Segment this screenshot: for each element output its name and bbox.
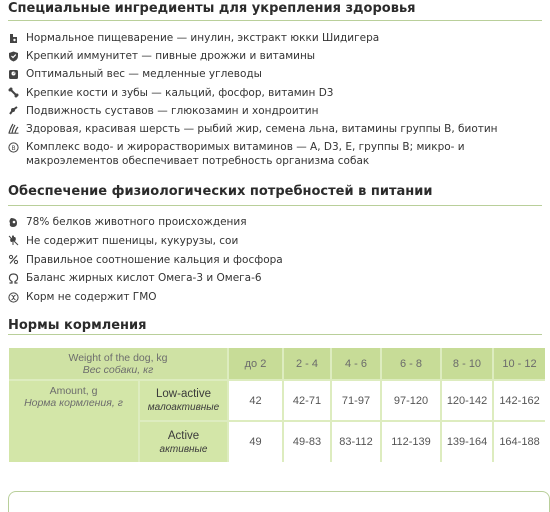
- table-cell: 83-112: [332, 422, 380, 462]
- weight-col-6: 10 - 12: [494, 348, 545, 379]
- row-label-en: Low-active: [156, 388, 211, 400]
- health-ingredients-list: [0, 31, 550, 172]
- weight-col-3: 4 - 6: [332, 348, 380, 379]
- amount-header-en: Amount, g: [49, 385, 98, 397]
- shield-icon: [8, 49, 22, 63]
- physiological-needs-list: [0, 215, 550, 309]
- list-item: [8, 104, 542, 118]
- weight-col-1: до 2: [229, 348, 282, 379]
- no-grain-icon: [8, 234, 22, 248]
- list-item-text: Баланс жирных кислот Омега-3 и Омега-6: [26, 272, 262, 285]
- list-item-text: Крепкие кости и зубы — кальций, фосфор, витамин D3: [26, 86, 334, 99]
- weight-col-2: 2 - 4: [284, 348, 330, 379]
- feeding-table: [9, 348, 545, 462]
- weight-header-en: Weight of the dog, kg: [68, 351, 168, 364]
- section-divider: [8, 20, 542, 21]
- omega-icon: [8, 271, 22, 285]
- list-item-text: Подвижность суставов — глюкозамин и хондроитин: [26, 104, 319, 117]
- list-item: [8, 290, 542, 304]
- weight-header-ru: Вес собаки, кг: [82, 363, 154, 376]
- section-title-health-ingredients: Специальные ингредиенты для укрепления здоровья: [8, 1, 416, 16]
- svg-text:B: B: [11, 144, 16, 152]
- joint-icon: [8, 104, 22, 118]
- weight-col-5: 8 - 10: [442, 348, 492, 379]
- weight-col-4: 6 - 8: [382, 348, 440, 379]
- list-item: [8, 67, 542, 81]
- list-item-text: Оптимальный вес — медленные углеводы: [26, 68, 262, 81]
- amount-header-ru: Норма кормления, г: [24, 397, 123, 409]
- table-cell: 120-142: [442, 381, 492, 420]
- row-label-en: Active: [167, 429, 200, 442]
- table-cell: 71-97: [332, 381, 380, 420]
- list-item: [8, 140, 542, 168]
- bone-icon: [8, 86, 22, 100]
- fur-icon: [8, 122, 22, 136]
- meat-icon: [8, 215, 22, 229]
- section-title-physiological-needs: Обеспечение физиологических потребностей в питании: [8, 184, 433, 199]
- list-item-text: Не содержит пшеницы, кукурузы, сои: [26, 234, 239, 247]
- row-label-low-active: [140, 381, 227, 420]
- table-cell: 49: [229, 422, 282, 462]
- list-item-text: 78% белков животного происхождения: [26, 216, 247, 228]
- list-item-text: Нормальное пищеварение — инулин, экстракт юкки Шидигера: [26, 32, 380, 44]
- list-item-text: Правильное соотношение кальция и фосфора: [26, 253, 283, 266]
- digestion-icon: [8, 31, 22, 45]
- list-item: [8, 215, 542, 229]
- table-cell: 142-162: [494, 381, 545, 420]
- no-gmo-icon: [8, 290, 22, 304]
- list-item: [8, 271, 542, 285]
- table-cell: 164-188: [494, 422, 545, 462]
- list-item-text: Здоровая, красивая шерсть — рыбий жир, семена льна, витамины группы B, биотин: [26, 122, 498, 135]
- list-item-text: Комплекс водо- и жирорастворимых витаминов — A, D3, E, группы B; микро- и макроэлементов обеспечивает потребность организма собак: [26, 141, 465, 168]
- table-cell: 42-71: [284, 381, 330, 420]
- section-divider: [8, 205, 542, 206]
- row-label-ru: малоактивные: [147, 402, 220, 413]
- table-cell: 97-120: [382, 381, 440, 420]
- table-cell: 49-83: [284, 422, 330, 462]
- next-section-frame: [8, 491, 550, 512]
- row-label-active: [140, 422, 227, 462]
- section-divider: [8, 334, 542, 335]
- vitamin-icon: [8, 140, 22, 154]
- percent-icon: [8, 253, 22, 267]
- table-cell: 42: [229, 381, 282, 420]
- row-label-ru: активные: [159, 443, 208, 455]
- amount-header: [9, 381, 138, 462]
- list-item: [8, 31, 542, 45]
- list-item: [8, 234, 542, 248]
- weight-header: [9, 348, 227, 379]
- list-item: [8, 86, 542, 100]
- list-item: [8, 253, 542, 267]
- table-cell: 112-139: [382, 422, 440, 462]
- list-item: [8, 122, 542, 136]
- table-cell: 139-164: [442, 422, 492, 462]
- list-item: [8, 49, 542, 63]
- scale-icon: [8, 67, 22, 81]
- list-item-text: Крепкий иммунитет — пивные дрожжи и витамины: [26, 50, 316, 63]
- section-title-feeding-norms: Нормы кормления: [8, 318, 147, 333]
- list-item-text: Корм не содержит ГМО: [26, 291, 157, 304]
